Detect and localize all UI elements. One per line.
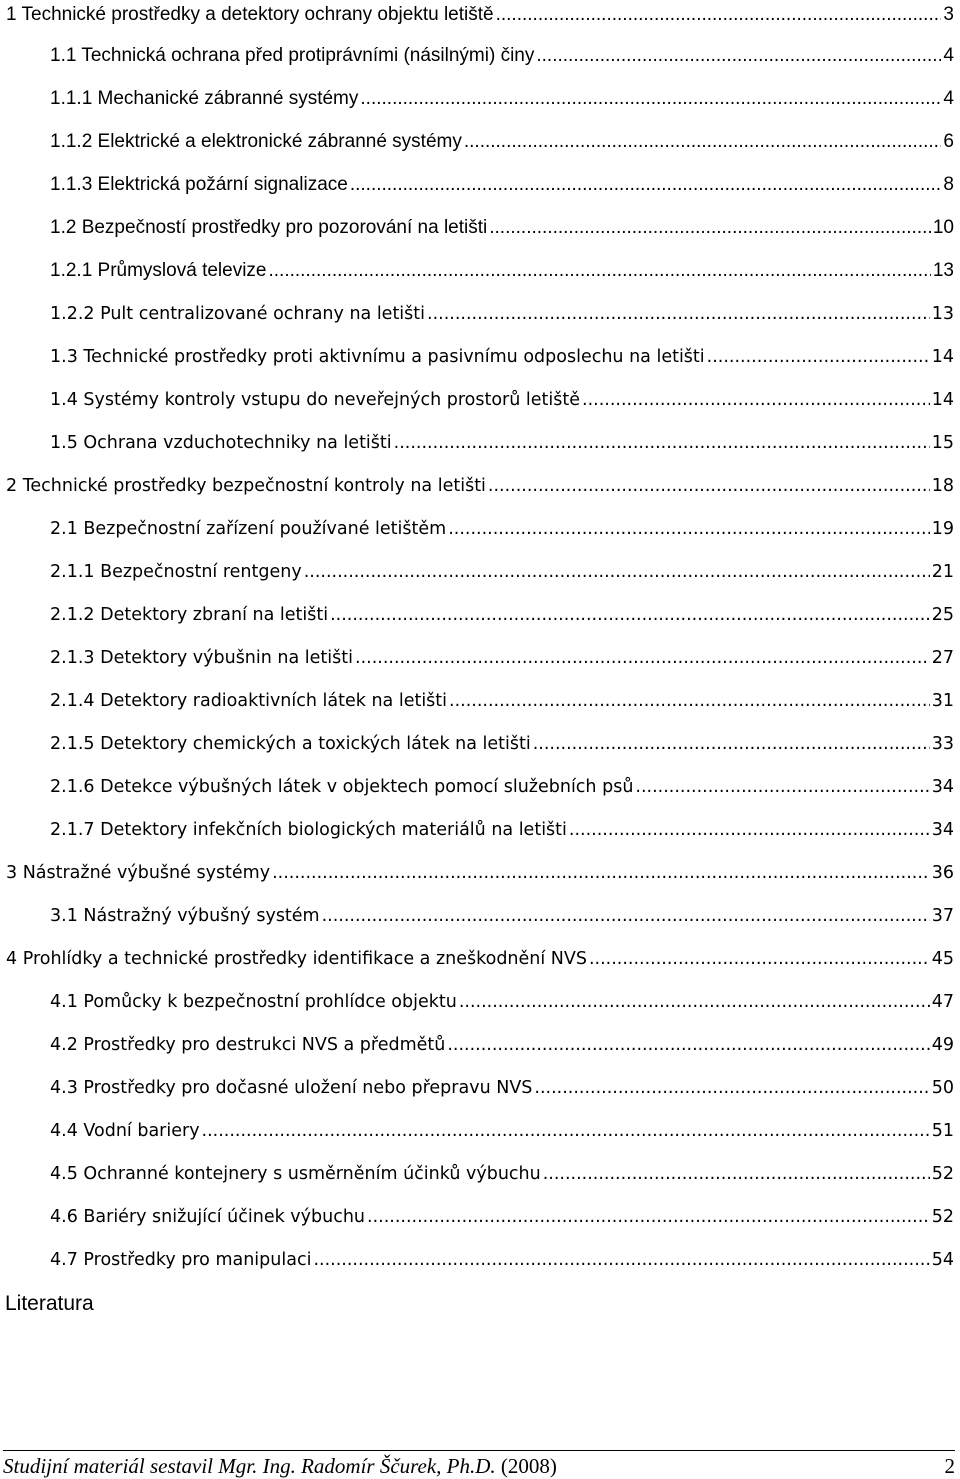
toc-entry-label: 1.2 Bezpečností prostředky pro pozorování na letišti — [50, 217, 488, 238]
toc-entry-label: 4.6 Bariéry snižující účinek výbuchu — [50, 1207, 366, 1227]
toc-entry-page: 3 — [943, 4, 954, 25]
toc-entry[interactable] — [50, 514, 954, 544]
toc-entry-page: 15 — [931, 433, 954, 453]
toc-entry-page: 45 — [931, 949, 954, 969]
toc-entry-page: 4 — [943, 45, 954, 66]
toc-leader-dots — [496, 0, 942, 30]
toc-entry-page: 18 — [931, 476, 954, 496]
toc-entry-page: 51 — [931, 1121, 954, 1141]
toc-entry-label: 2.1.2 Detektory zbraní na letišti — [50, 605, 329, 625]
toc-leader-dots — [330, 600, 930, 630]
toc-leader-dots — [304, 557, 930, 587]
toc-entry-page: 52 — [931, 1164, 954, 1184]
toc-entry-label: 2.1.6 Detekce výbušných látek v objektech pomocí služebních psů — [50, 777, 634, 797]
toc-entry[interactable] — [50, 901, 954, 931]
toc-entry-page: 52 — [931, 1207, 954, 1227]
toc-entry[interactable] — [50, 256, 954, 286]
toc-entry-page: 4 — [943, 88, 954, 109]
toc-entry[interactable] — [50, 1245, 954, 1275]
toc-entry-label: 3 Nástražné výbušné systémy — [6, 863, 271, 883]
toc-entry-label: 1.1.2 Elektrické a elektronické zábranné systémy — [50, 131, 462, 152]
footer-note — [3, 1453, 557, 1479]
toc-leader-dots — [449, 686, 930, 716]
toc-entry-label: 2.1 Bezpečnostní zařízení používané letištěm — [50, 519, 447, 539]
toc-entry[interactable] — [6, 944, 954, 974]
toc-leader-dots — [569, 815, 930, 845]
toc-entry-page: 19 — [931, 519, 954, 539]
toc-entry-label: 1 Technické prostředky a detektory ochrany objektu letiště — [6, 4, 494, 25]
toc-entry[interactable] — [50, 428, 954, 458]
toc-entry[interactable] — [50, 342, 954, 372]
toc-leader-dots — [272, 858, 930, 888]
toc-entry[interactable] — [50, 1116, 954, 1146]
toc-entry-page: 37 — [931, 906, 954, 926]
toc-entry-label: 1.1.1 Mechanické zábranné systémy — [50, 88, 359, 109]
toc-entry-page: 25 — [931, 605, 954, 625]
toc-leader-dots — [427, 299, 930, 329]
toc-entry[interactable] — [6, 858, 954, 888]
toc-entry-label: 2.1.3 Detektory výbušnin na letišti — [50, 648, 353, 668]
toc-entry[interactable] — [50, 686, 954, 716]
toc-entry-label: 4.1 Pomůcky k bezpečnostní prohlídce objektu — [50, 992, 457, 1012]
toc-entry-label: 3.1 Nástražný výbušný systém — [50, 906, 320, 926]
toc-entry[interactable] — [6, 0, 954, 30]
toc-entry[interactable] — [50, 84, 954, 114]
toc-leader-dots — [536, 41, 941, 71]
toc-entry-label: 2.1.5 Detektory chemických a toxických látek na letišti — [50, 734, 531, 754]
toc-entry-label: 1.5 Ochrana vzduchotechniky na letišti — [50, 433, 392, 453]
toc-entry[interactable] — [50, 213, 954, 243]
toc-entry[interactable] — [50, 1030, 954, 1060]
toc-entry-label: 1.3 Technické prostředky proti aktivnímu a pasivnímu odposlechu na letišti — [50, 347, 705, 367]
toc-entry-page: 14 — [931, 390, 954, 410]
toc-entry-page: 6 — [943, 131, 954, 152]
toc-entry[interactable] — [50, 729, 954, 759]
toc-leader-dots — [459, 987, 930, 1017]
toc-leader-dots — [582, 385, 930, 415]
toc-entry[interactable] — [50, 815, 954, 845]
toc-leader-dots — [355, 643, 930, 673]
toc-entry-page: 36 — [931, 863, 954, 883]
page-footer — [3, 1450, 955, 1479]
toc-leader-dots — [202, 1116, 930, 1146]
toc-leader-dots — [635, 772, 929, 802]
toc-entry-page: 14 — [931, 347, 954, 367]
footer-year: (2008) — [500, 1454, 557, 1478]
toc-leader-dots — [448, 514, 930, 544]
toc-entry[interactable] — [50, 1202, 954, 1232]
toc-entry-label: 4.7 Prostředky pro manipulaci — [50, 1250, 312, 1270]
toc-entry-label: 1.2.1 Průmyslová televize — [50, 260, 267, 281]
toc-leader-dots — [447, 1030, 929, 1060]
toc-entry-label: 4 Prohlídky a technické prostředky identifikace a zneškodnění NVS — [6, 949, 587, 969]
toc-entry[interactable] — [50, 1073, 954, 1103]
toc-entry[interactable] — [50, 127, 954, 157]
toc-leader-dots — [533, 729, 930, 759]
toc-leader-dots — [464, 127, 942, 157]
toc-entry-label: 4.3 Prostředky pro dočasné uložení nebo přepravu NVS — [50, 1078, 533, 1098]
toc-entry-label: 2 Technické prostředky bezpečnostní kontroly na letišti — [6, 476, 486, 496]
toc-entry-page: 13 — [931, 304, 954, 324]
toc-leader-dots — [360, 84, 941, 114]
toc-leader-dots — [707, 342, 930, 372]
toc-entry-label: 4.4 Vodní bariery — [50, 1121, 200, 1141]
toc-entry-page: 50 — [931, 1078, 954, 1098]
toc-entry[interactable] — [50, 170, 954, 200]
toc-entry-page: 49 — [931, 1035, 954, 1055]
toc-entry-label: 2.1.7 Detektory infekčních biologických materiálů na letišti — [50, 820, 567, 840]
toc-entry-page: 54 — [931, 1250, 954, 1270]
toc-entry[interactable] — [50, 1159, 954, 1189]
toc-leader-dots — [489, 213, 931, 243]
toc-entry-label: 4.5 Ochranné kontejnery s usměrněním účinků výbuchu — [50, 1164, 541, 1184]
literatura-heading: Literatura — [5, 1292, 94, 1315]
page-number: 2 — [944, 1454, 955, 1478]
toc-entry[interactable] — [50, 557, 954, 587]
toc-entry-page: 31 — [931, 691, 954, 711]
toc-entry-page: 27 — [931, 648, 954, 668]
toc-entry-label: 1.1.3 Elektrická požární signalizace — [50, 174, 348, 195]
toc-entry-page: 34 — [931, 820, 954, 840]
toc-entry-page: 13 — [932, 260, 954, 281]
toc-entry-label: 1.2.2 Pult centralizované ochrany na letišti — [50, 304, 426, 324]
toc-leader-dots — [534, 1073, 929, 1103]
toc-leader-dots — [350, 170, 942, 200]
toc-entry-page: 47 — [931, 992, 954, 1012]
toc-entry-label: 2.1.1 Bezpečnostní rentgeny — [50, 562, 302, 582]
toc-leader-dots — [367, 1202, 930, 1232]
footer-author: Studijní materiál sestavil Mgr. Ing. Radomír Ščurek, Ph.D. — [3, 1454, 496, 1478]
toc-entry-label: 1.4 Systémy kontroly vstupu do neveřejných prostorů letiště — [50, 390, 581, 410]
toc-entry[interactable] — [50, 772, 954, 802]
toc-entry[interactable] — [50, 987, 954, 1017]
toc-entry[interactable] — [50, 299, 954, 329]
toc-entry-page: 33 — [931, 734, 954, 754]
toc-entry[interactable] — [6, 471, 954, 501]
toc-entry[interactable] — [50, 600, 954, 630]
toc-entry[interactable] — [50, 643, 954, 673]
toc-leader-dots — [589, 944, 930, 974]
toc-entry[interactable] — [50, 385, 954, 415]
toc-leader-dots — [394, 428, 930, 458]
toc-entry-label: 1.1 Technická ochrana před protiprávními (násilnými) činy — [50, 45, 535, 66]
toc-leader-dots — [269, 256, 931, 286]
toc-entry-label: 2.1.4 Detektory radioaktivních látek na letišti — [50, 691, 448, 711]
toc-entry-page: 8 — [943, 174, 954, 195]
toc-leader-dots — [322, 901, 930, 931]
toc-entry-label: 4.2 Prostředky pro destrukci NVS a předmětů — [50, 1035, 446, 1055]
toc-entry-page: 34 — [931, 777, 954, 797]
toc-entry[interactable] — [50, 41, 954, 71]
toc-entry-page: 10 — [932, 217, 954, 238]
toc-entry-page: 21 — [931, 562, 954, 582]
toc-leader-dots — [488, 471, 930, 501]
toc-leader-dots — [543, 1159, 930, 1189]
toc-leader-dots — [313, 1245, 929, 1275]
